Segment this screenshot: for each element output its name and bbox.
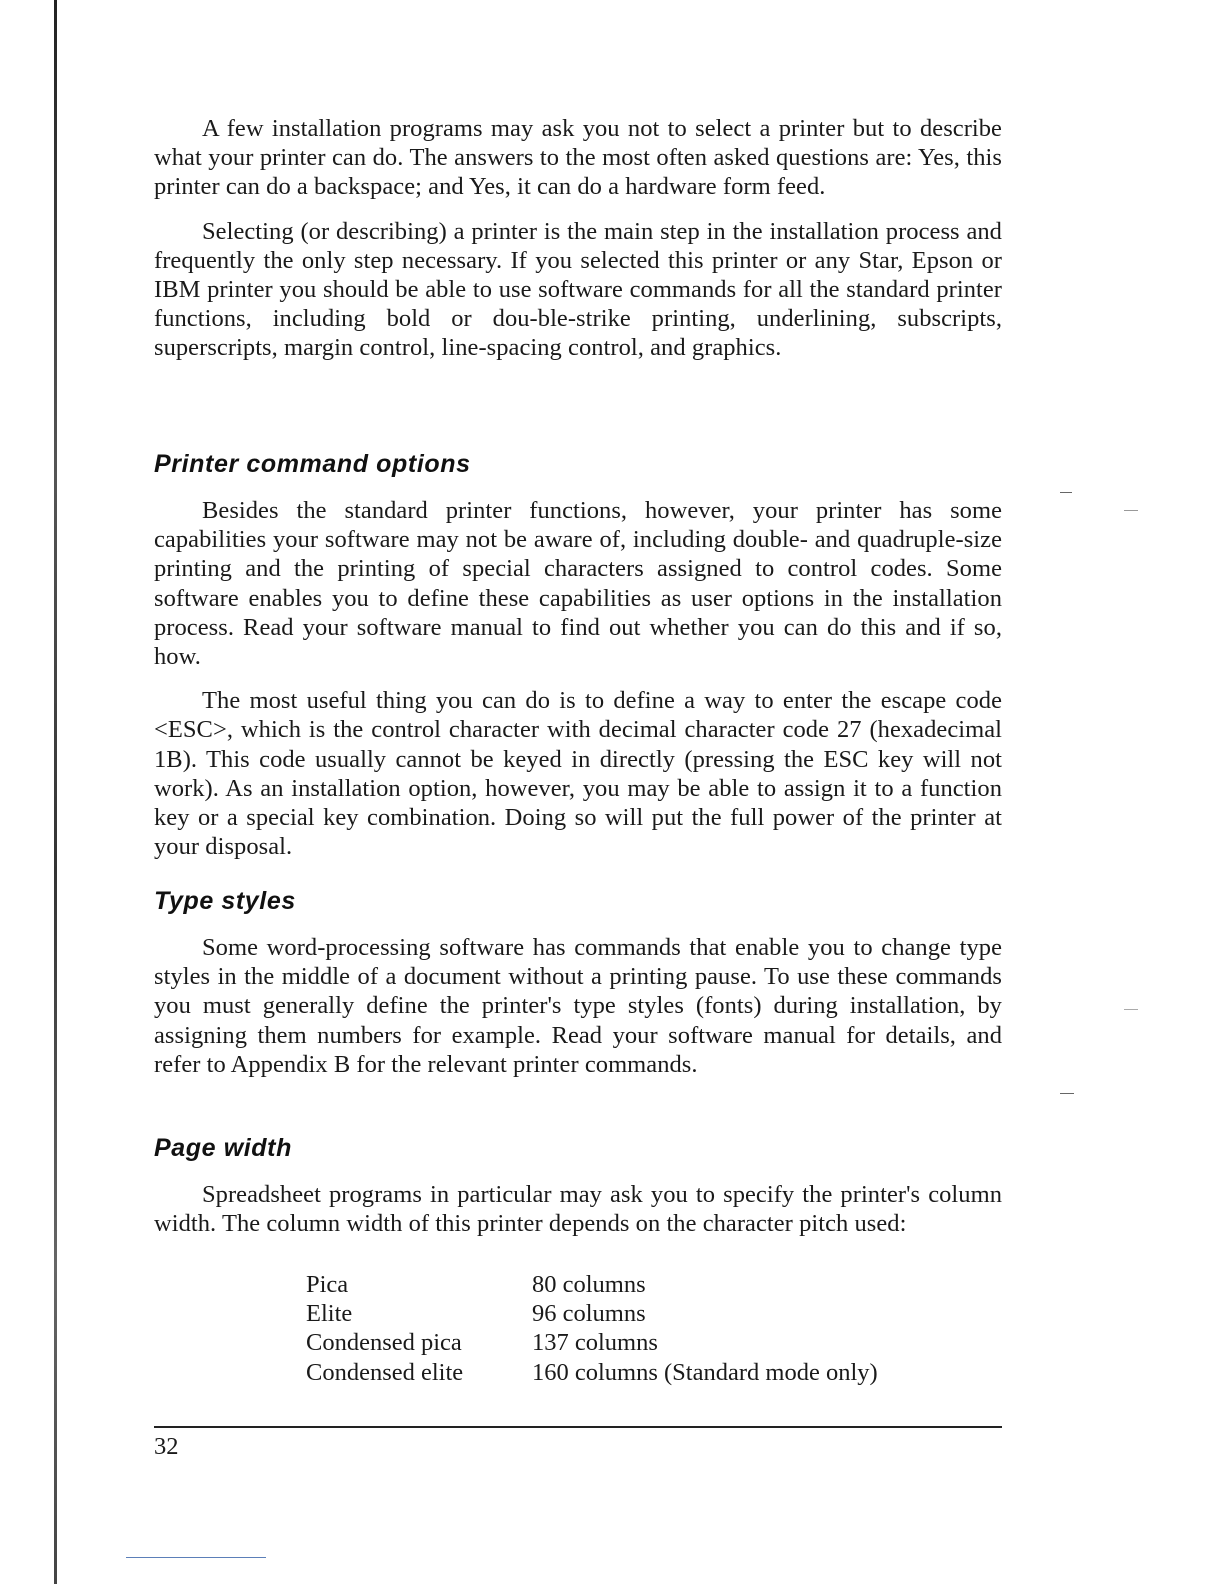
footer-rule [154, 1426, 1002, 1428]
paragraph-type-styles: Some word-processing software has commands that enable you to change type styles in the middle of a document without a printing pause. To use these commands you must generally define the printer's type styles (fonts) during installation, by assigning them numbers for example. Read your software manual for details, and refer to Appendix B for the relevant printer commands. [154, 934, 1002, 1078]
section-printer-command-options [154, 496, 1002, 861]
margin-mark [1060, 1093, 1074, 1094]
page-number: 32 [154, 1433, 179, 1460]
table-row [306, 1328, 878, 1357]
pitch-name: Pica [306, 1271, 349, 1298]
paragraph-page-width: Spreadsheet programs in particular may ask you to specify the printer's column width. The column width of this printer depends on the character pitch used: [154, 1181, 1002, 1238]
pitch-columns: 96 columns [532, 1300, 646, 1328]
binding-edge [54, 0, 57, 1584]
table-row [306, 1270, 878, 1299]
paragraph-capabilities: Besides the standard printer functions, however, your printer has some capabilities your software may not be aware of, including double- and quadruple-size printing and the printing of special characters assigned to control codes. Some software enables you to define these capabilities as user options in the installation process. Read your software manual to find out whether you can do this and if so, how. [154, 497, 1002, 671]
pitch-table [306, 1270, 878, 1387]
margin-mark [1060, 492, 1072, 493]
margin-mark [1124, 510, 1138, 511]
table-row [306, 1358, 878, 1387]
pitch-name: Elite [306, 1300, 353, 1328]
heading-page-width: Page width [154, 1134, 292, 1162]
section-type-styles [154, 933, 1002, 1079]
pitch-columns: 137 columns [532, 1329, 658, 1357]
paragraph-selecting-printer: Selecting (or describing) a printer is the main step in the installation process and frequently the only step necessary. If you selected this printer or any Star, Epson or IBM printer you should be able to use software commands for all the standard printer functions, including bold or dou-ble-strike printing, underlining, subscripts, superscripts, margin control, line-spacing control, and graphics. [154, 217, 1002, 362]
heading-printer-command-options: Printer command options [154, 450, 471, 478]
section-page-width [154, 1180, 1002, 1238]
pitch-name: Condensed pica [306, 1329, 462, 1357]
heading-type-styles: Type styles [154, 887, 296, 915]
margin-mark [1124, 1009, 1138, 1010]
pitch-name: Condensed elite [306, 1358, 464, 1386]
paragraph-escape-code: The most useful thing you can do is to define a way to enter the escape code <ESC>, which is the control character with decimal character code 27 (hexadecimal 1B). This code usually cannot be keyed in directly (pressing the ESC key will not work). As an installation option, however, you may be able to assign it to a function key or a special key combination. Doing so will put the full power of the printer at your disposal. [154, 687, 1002, 861]
scan-edge-line [126, 1557, 266, 1558]
section-intro [154, 114, 1002, 363]
pitch-columns: 160 columns (Standard mode only) [532, 1358, 878, 1386]
paragraph-installation-questions: A few installation programs may ask you not to select a printer but to describe what your printer can do. The answers to the most often asked questions are: Yes, this printer can do a backspace; and Yes, it can do a hardware form feed. [154, 115, 1002, 201]
pitch-columns: 80 columns [532, 1271, 646, 1298]
table-row [306, 1299, 878, 1328]
